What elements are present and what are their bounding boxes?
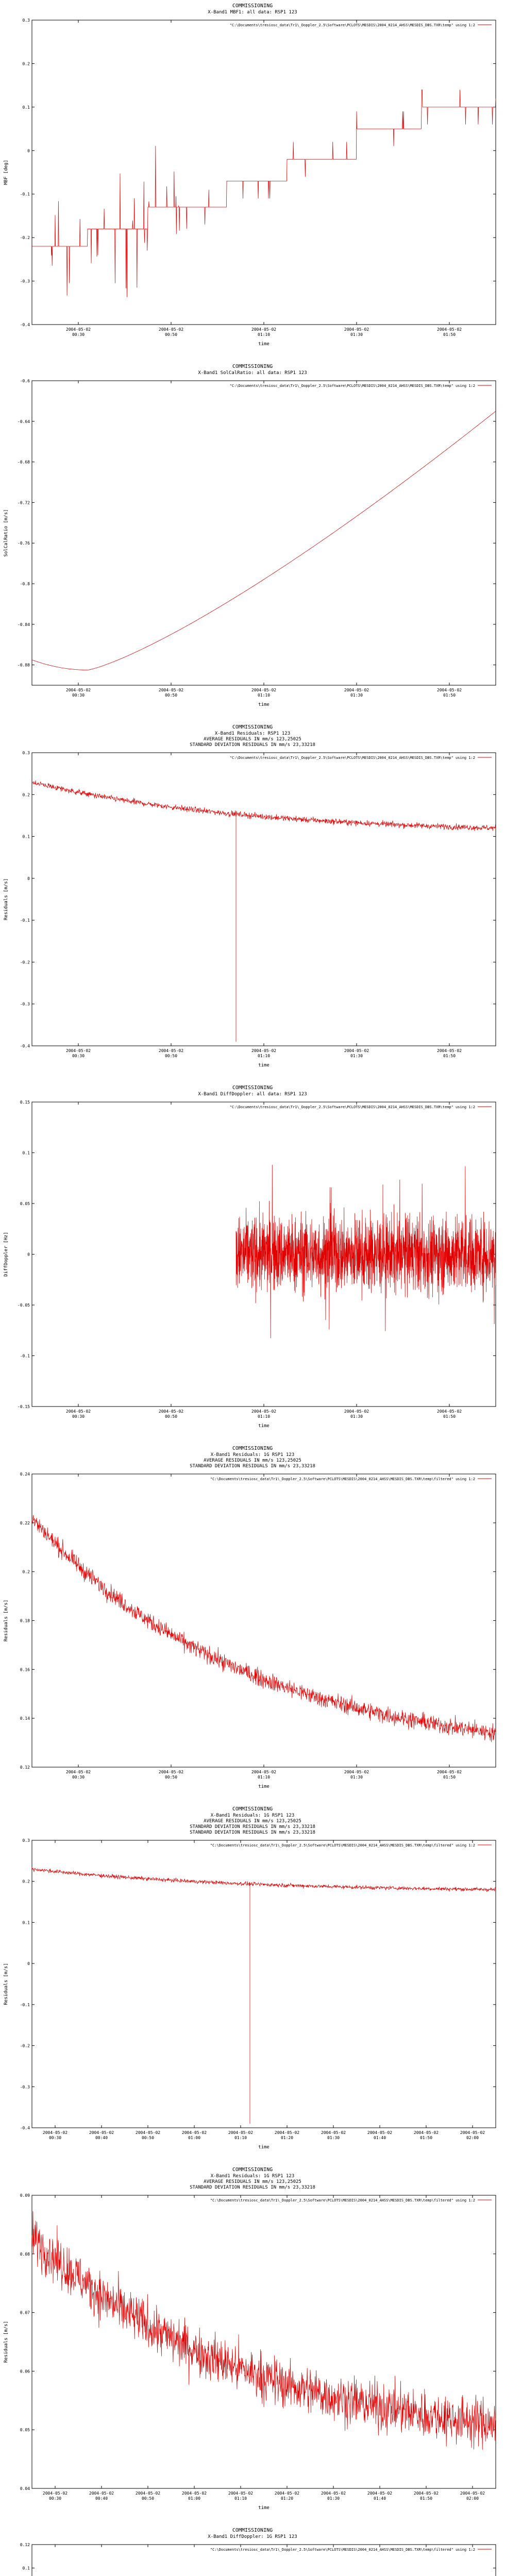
legend-entry: "C:\Documents\tresiosc_data\Tr1\_Doppler_2.5\Software\PCLOTS\MESDIS\2004_0214_AHSS\MESDIS_DBS.TXR\temp\filtered" using 1:2: [210, 2548, 475, 2552]
x-tick-label: 2004-05-02 02:00: [460, 2491, 485, 2501]
data-series-line: [32, 1515, 496, 1742]
chart-title: COMMISSIONING: [232, 724, 273, 730]
chart-panel-4: [4, 1085, 496, 1429]
legend-entry: "C:\Documents\tresiosc_data\Tr1\_Doppler_2.5\Software\PCLOTS\MESDIS\2004_0214_AHSS\MESDIS_DBS.TXR\temp" using 1:2: [229, 384, 475, 388]
chart-subtitle: X-Band1 SolCalRatio: all data: RSP1 123: [198, 370, 307, 376]
y-tick-label: 0.2: [22, 1569, 30, 1574]
y-tick-label: 0.14: [20, 1716, 30, 1721]
x-tick-label: 2004-05-02 00:50: [135, 2130, 161, 2140]
chart-panel-7: [4, 2167, 496, 2511]
y-tick-label: 0.12: [20, 1765, 30, 1770]
y-tick-label: -0.68: [17, 460, 30, 465]
x-tick-label: 2004-05-02 01:30: [321, 2130, 346, 2140]
x-tick-label: 2004-05-02 01:30: [344, 1770, 369, 1780]
x-tick-label: 2004-05-02 01:10: [228, 2491, 254, 2501]
y-tick-label: -0.3: [20, 1002, 30, 1007]
chart-subtitle: X-Band1 Residuals: 1G RSP1 123: [210, 1813, 295, 1818]
chart-title: COMMISSIONING: [232, 2167, 273, 2173]
x-tick-label: 2004-05-02 00:30: [65, 1409, 91, 1419]
y-tick-label: 0.3: [22, 751, 30, 755]
x-tick-label: 2004-05-02 00:50: [158, 1770, 184, 1780]
y-tick-label: 0: [27, 1961, 30, 1967]
y-tick-label: 0.3: [22, 1838, 30, 1843]
y-tick-label: 0.2: [22, 61, 30, 66]
x-tick-label: 2004-05-02 01:20: [274, 2130, 300, 2140]
y-tick-label: -0.64: [17, 419, 30, 424]
y-tick-label: -0.2: [20, 235, 30, 241]
y-tick-label: -0.8: [20, 582, 30, 586]
y-axis-label: MBF [deg]: [4, 160, 9, 185]
y-tick-label: -0.76: [17, 541, 30, 546]
x-tick-label: 2004-05-02 00:40: [89, 2491, 114, 2501]
x-tick-label: 2004-05-02 00:40: [89, 2130, 114, 2140]
legend-entry: "C:\Documents\tresiosc_data\Tr1\_Doppler_2.5\Software\PCLOTS\MESDIS\2004_0214_AHSS\MESDIS_DBS.TXR\temp\filtered" using 1:2: [210, 1477, 475, 1481]
chart-panel-5: [4, 1446, 496, 1789]
y-tick-label: 0: [27, 1252, 30, 1257]
x-tick-label: 2004-05-02 00:50: [135, 2491, 161, 2501]
x-tick-label: 2004-05-02 01:50: [436, 327, 462, 337]
chart-subtitle: X-Band1 Residuals: 1G RSP1 123: [210, 2174, 295, 2179]
plot-frame: [32, 2195, 496, 2488]
x-tick-label: 2004-05-02 00:50: [158, 1048, 184, 1058]
plot-frame: [32, 381, 496, 685]
y-tick-label: -0.4: [20, 323, 30, 327]
x-tick-label: 2004-05-02 01:50: [413, 2491, 439, 2501]
chart-subtitle: X-Band1 DiffDoppler: 1G RSP1 123: [208, 2534, 297, 2539]
y-tick-label: 0.1: [22, 1150, 30, 1156]
y-tick-label: -0.1: [20, 918, 30, 923]
data-series-line: [32, 1867, 496, 2124]
chart-subtitle: X-Band1 Residuals: 1G RSP1 123: [210, 1452, 295, 1458]
y-tick-label: 0: [27, 876, 30, 881]
legend-entry: "C:\Documents\tresiosc_data\Tr1\_Doppler_2.5\Software\PCLOTS\MESDIS\2004_0214_AHSS\MESDIS_DBS.TXR\temp\filtered" using 1:2: [210, 1843, 475, 1848]
x-tick-label: 2004-05-02 01:30: [321, 2491, 346, 2501]
y-tick-label: -0.15: [17, 1404, 30, 1409]
legend-entry: "C:\Documents\tresiosc_data\Tr1\_Doppler_2.5\Software\PCLOTS\MESDIS\2004_0214_AHSS\MESDIS_DBS.TXR\temp" using 1:2: [229, 756, 475, 760]
x-tick-label: 2004-05-02 01:30: [344, 327, 369, 337]
data-series-line: [32, 411, 496, 670]
chart-panel-8: [4, 2528, 496, 2576]
y-tick-label: -0.3: [20, 279, 30, 284]
x-tick-label: 2004-05-02 00:50: [158, 1409, 184, 1419]
chart-subtitle: STANDARD DEVIATION RESIDUALS IN mm/s 23,33218: [190, 2185, 315, 2190]
y-tick-label: 0.22: [20, 1520, 30, 1526]
chart-subtitle: X-Band1 Residuals: RSP1 123: [214, 731, 291, 736]
chart-subtitle: STANDARD DEVIATION RESIDUALS IN mm/s 23,33218: [190, 1830, 315, 1835]
y-tick-label: -0.2: [20, 2043, 30, 2048]
x-tick-label: 2004-05-02 00:30: [42, 2130, 68, 2140]
chart-title: COMMISSIONING: [232, 364, 273, 369]
x-tick-label: 2004-05-02 01:20: [274, 2491, 300, 2501]
y-tick-label: 0.2: [22, 792, 30, 798]
x-tick-label: 2004-05-02 01:40: [367, 2491, 393, 2501]
chart-panel-3: [4, 724, 496, 1068]
x-tick-label: 2004-05-02 01:10: [251, 327, 277, 337]
chart-subtitle: AVERAGE RESIDUALS IN mm/s 123,25025: [204, 1458, 301, 1463]
chart-panel-1: [4, 3, 496, 347]
x-tick-label: 2004-05-02 01:50: [413, 2130, 439, 2140]
y-tick-label: -0.6: [20, 379, 30, 383]
chart-subtitle: AVERAGE RESIDUALS IN mm/s 123,25025: [204, 1819, 301, 1824]
chart-title: COMMISSIONING: [232, 3, 273, 9]
x-tick-label: 2004-05-02 01:50: [436, 688, 462, 698]
chart-subtitle: AVERAGE RESIDUALS IN mm/s 123,25025: [204, 737, 301, 742]
data-series-line: [32, 2211, 496, 2450]
x-tick-label: 2004-05-02 01:10: [251, 1409, 277, 1419]
y-tick-label: -0.4: [20, 1044, 30, 1048]
x-tick-label: 2004-05-02 00:30: [65, 1048, 91, 1058]
y-tick-label: 0: [27, 148, 30, 154]
y-tick-label: 0.1: [22, 834, 30, 839]
plot-frame: [32, 20, 496, 325]
y-axis-label: Residuals [m/s]: [4, 1963, 9, 2005]
y-tick-label: 0.05: [20, 2428, 30, 2433]
y-tick-label: 0.16: [20, 1667, 30, 1672]
x-tick-label: 2004-05-02 01:50: [436, 1770, 462, 1780]
x-axis-label: time: [258, 2145, 270, 2150]
y-axis-label: Residuals [m/s]: [4, 1599, 9, 1642]
x-axis-label: time: [258, 342, 270, 347]
x-tick-label: 2004-05-02 00:30: [42, 2491, 68, 2501]
y-tick-label: 0.24: [20, 1472, 30, 1477]
y-tick-label: 0.12: [20, 2543, 30, 2547]
y-tick-label: 0.1: [22, 2566, 30, 2571]
y-tick-label: -0.1: [20, 2002, 30, 2007]
chart-title: COMMISSIONING: [232, 1446, 273, 1451]
legend-entry: "C:\Documents\tresiosc_data\Tr1\_Doppler_2.5\Software\PCLOTS\MESDIS\2004_0214_AHSS\MESDIS_DBS.TXR\temp\filtered" using 1:2: [210, 2198, 475, 2202]
legend-entry: "C:\Documents\tresiosc_data\Tr1\_Doppler_2.5\Software\PCLOTS\MESDIS\2004_0214_AHSS\MESDIS_DBS.TXR\temp" using 1:2: [229, 23, 475, 27]
chart-subtitle: STANDARD DEVIATION RESIDUALS IN mm/s 23,33218: [190, 742, 315, 748]
y-tick-label: 0.2: [22, 1879, 30, 1884]
y-axis-label: Residuals [m/s]: [4, 878, 9, 921]
chart-panel-2: [4, 364, 496, 707]
data-series-line: [32, 781, 496, 1042]
x-tick-label: 2004-05-02 00:30: [65, 1770, 91, 1780]
y-tick-label: 0.06: [20, 2369, 30, 2374]
chart-subtitle: STANDARD DEVIATION RESIDUALS IN mm/s 23,33218: [190, 1464, 315, 1469]
y-tick-label: -0.72: [17, 500, 30, 505]
chart-subtitle: X-Band1 MBF1: all data: RSP1 123: [208, 10, 297, 15]
y-tick-label: 0.07: [20, 2310, 30, 2315]
y-tick-label: 0.08: [20, 2251, 30, 2257]
x-axis-label: time: [258, 2505, 270, 2511]
y-axis-label: Residuals [m/s]: [4, 2320, 9, 2363]
y-tick-label: 0.04: [20, 2486, 30, 2491]
y-tick-label: -0.2: [20, 960, 30, 965]
chart-title: COMMISSIONING: [232, 1085, 273, 1091]
y-tick-label: 0.15: [20, 1100, 30, 1105]
x-tick-label: 2004-05-02 01:10: [228, 2130, 254, 2140]
x-tick-label: 2004-05-02 01:00: [181, 2491, 207, 2501]
x-tick-label: 2004-05-02 01:30: [344, 688, 369, 698]
y-tick-label: -0.84: [17, 622, 30, 627]
plot-frame: [32, 1474, 496, 1767]
data-series-line: [236, 1165, 496, 1338]
x-tick-label: 2004-05-02 01:30: [344, 1409, 369, 1419]
chart-title: COMMISSIONING: [232, 2528, 273, 2533]
plot-frame: [32, 1840, 496, 2128]
x-tick-label: 2004-05-02 02:00: [460, 2130, 485, 2140]
x-tick-label: 2004-05-02 01:30: [344, 1048, 369, 1058]
x-tick-label: 2004-05-02 01:50: [436, 1048, 462, 1058]
y-tick-label: 0.3: [22, 18, 30, 23]
x-tick-label: 2004-05-02 01:50: [436, 1409, 462, 1419]
x-axis-label: time: [258, 702, 270, 707]
x-tick-label: 2004-05-02 00:50: [158, 327, 184, 337]
chart-title: COMMISSIONING: [232, 1806, 273, 1812]
y-tick-label: 0.05: [20, 1201, 30, 1206]
x-tick-label: 2004-05-02 01:10: [251, 1048, 277, 1058]
data-series-line: [32, 90, 496, 297]
x-tick-label: 2004-05-02 00:50: [158, 688, 184, 698]
x-tick-label: 2004-05-02 00:30: [65, 688, 91, 698]
x-axis-label: time: [258, 1063, 270, 1068]
x-tick-label: 2004-05-02 01:00: [181, 2130, 207, 2140]
y-tick-label: -0.3: [20, 2084, 30, 2090]
y-tick-label: -0.1: [20, 1353, 30, 1359]
x-axis-label: time: [258, 1423, 270, 1429]
y-tick-label: 0.1: [22, 1920, 30, 1925]
y-tick-label: -0.88: [17, 663, 30, 668]
y-tick-label: -0.05: [17, 1303, 30, 1308]
x-tick-label: 2004-05-02 01:10: [251, 688, 277, 698]
y-tick-label: -0.4: [20, 2126, 30, 2130]
y-tick-label: 0.09: [20, 2193, 30, 2198]
y-tick-label: 0.1: [22, 105, 30, 110]
y-axis-label: DiffDoppler [Hz]: [4, 1232, 9, 1277]
x-axis-label: time: [258, 1784, 270, 1789]
chart-subtitle: X-Band1 DiffDoppler: all data: RSP1 123: [198, 1092, 307, 1097]
y-tick-label: 0.18: [20, 1618, 30, 1623]
x-tick-label: 2004-05-02 00:30: [65, 327, 91, 337]
chart-subtitle: AVERAGE RESIDUALS IN mm/s 123,25025: [204, 2179, 301, 2184]
chart-subtitle: STANDARD DEVIATION RESIDUALS IN mm/s 23,33218: [190, 1824, 315, 1829]
y-axis-label: SolCalRatio [m/s]: [4, 509, 9, 557]
x-tick-label: 2004-05-02 01:10: [251, 1770, 277, 1780]
legend-entry: "C:\Documents\tresiosc_data\Tr1\_Doppler_2.5\Software\PCLOTS\MESDIS\2004_0214_AHSS\MESDIS_DBS.TXR\temp" using 1:2: [229, 1105, 475, 1109]
chart-panel-6: [4, 1806, 496, 2150]
y-tick-label: -0.1: [20, 192, 30, 197]
x-tick-label: 2004-05-02 01:40: [367, 2130, 393, 2140]
